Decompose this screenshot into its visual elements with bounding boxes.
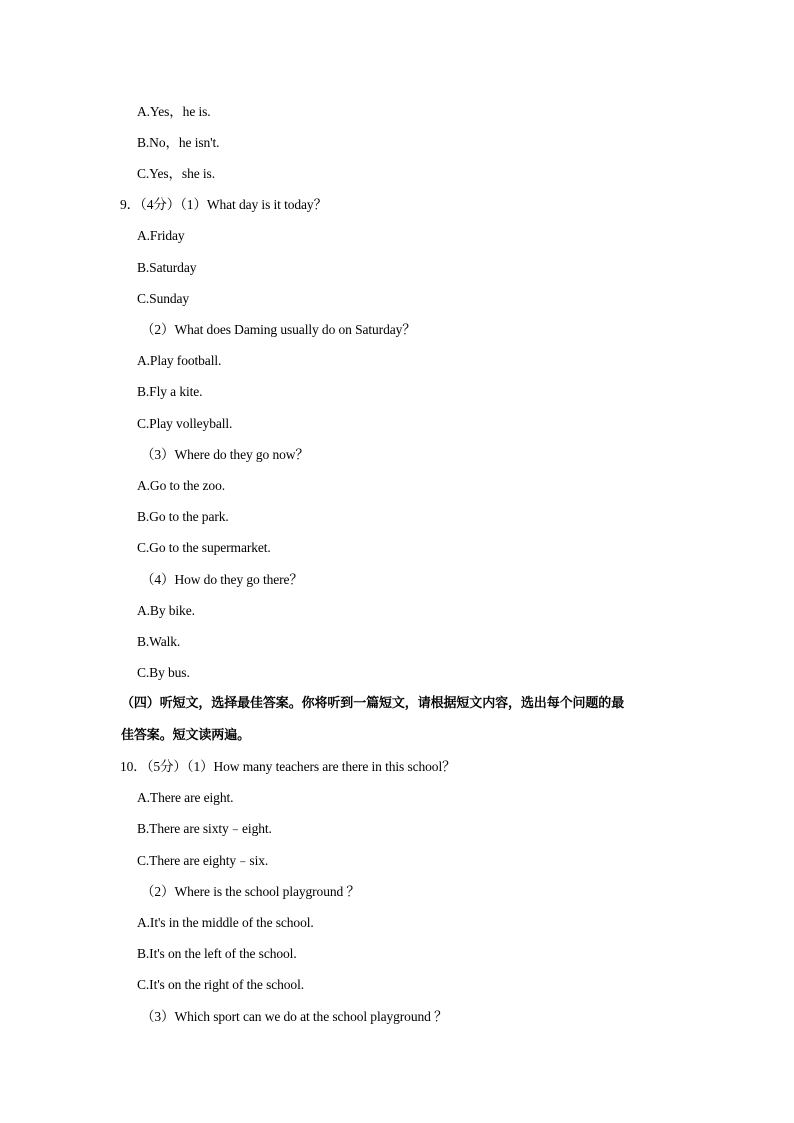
q9-p2-question: （2）What does Daming usually do on Saturday？ <box>141 322 416 337</box>
q10-p2-option-c: C.It's on the right of the school. <box>137 977 305 992</box>
q8-option-b: B.No，he isn't. <box>137 135 220 150</box>
q9-p4-option-b: B.Walk. <box>137 634 181 649</box>
q10-p3-question: （3）Which sport can we do at the school playground ？ <box>141 1009 448 1024</box>
q9-p4-question: （4）How do they go there？ <box>141 572 303 587</box>
q9-p3-option-b: B.Go to the park. <box>137 509 229 524</box>
q10-p2-question: （2）Where is the school playground ？ <box>141 884 360 899</box>
q10-p1-option-c: C.There are eighty﹣six. <box>137 853 269 868</box>
q10-p2-option-a: A.It's in the middle of the school. <box>137 915 314 930</box>
q9-p2-option-c: C.Play volleyball. <box>137 416 233 431</box>
q9-p1-option-b: B.Saturday <box>137 260 197 275</box>
q9-p3-option-a: A.Go to the zoo. <box>137 478 226 493</box>
q10-header: 10．（5分）（1）How many teachers are there in this school？ <box>120 759 456 774</box>
section4-instruction-line1: （四）听短文，选择最佳答案。你将听到一篇短文，请根据短文内容，选出每个问题的最 <box>121 696 625 711</box>
q9-p4-option-c: C.By bus. <box>137 665 190 680</box>
q9-header: 9．（4分）（1）What day is it today？ <box>120 197 327 212</box>
q9-p1-option-a: A.Friday <box>137 228 185 243</box>
q9-p1-option-c: C.Sunday <box>137 291 190 306</box>
q8-option-c: C.Yes，she is. <box>137 166 215 181</box>
section4-instruction-line2: 佳答案。短文读两遍。 <box>121 728 251 743</box>
q9-p2-option-b: B.Fly a kite. <box>137 384 203 399</box>
q10-p1-option-b: B.There are sixty﹣eight. <box>137 821 272 836</box>
q9-p3-question: （3）Where do they go now？ <box>141 447 309 462</box>
q10-p2-option-b: B.It's on the left of the school. <box>137 946 297 961</box>
q9-p3-option-c: C.Go to the supermarket. <box>137 540 271 555</box>
q9-p2-option-a: A.Play football. <box>137 353 222 368</box>
q10-p1-option-a: A.There are eight. <box>137 790 234 805</box>
q8-option-a: A.Yes，he is. <box>137 104 211 119</box>
q9-p4-option-a: A.By bike. <box>137 603 195 618</box>
